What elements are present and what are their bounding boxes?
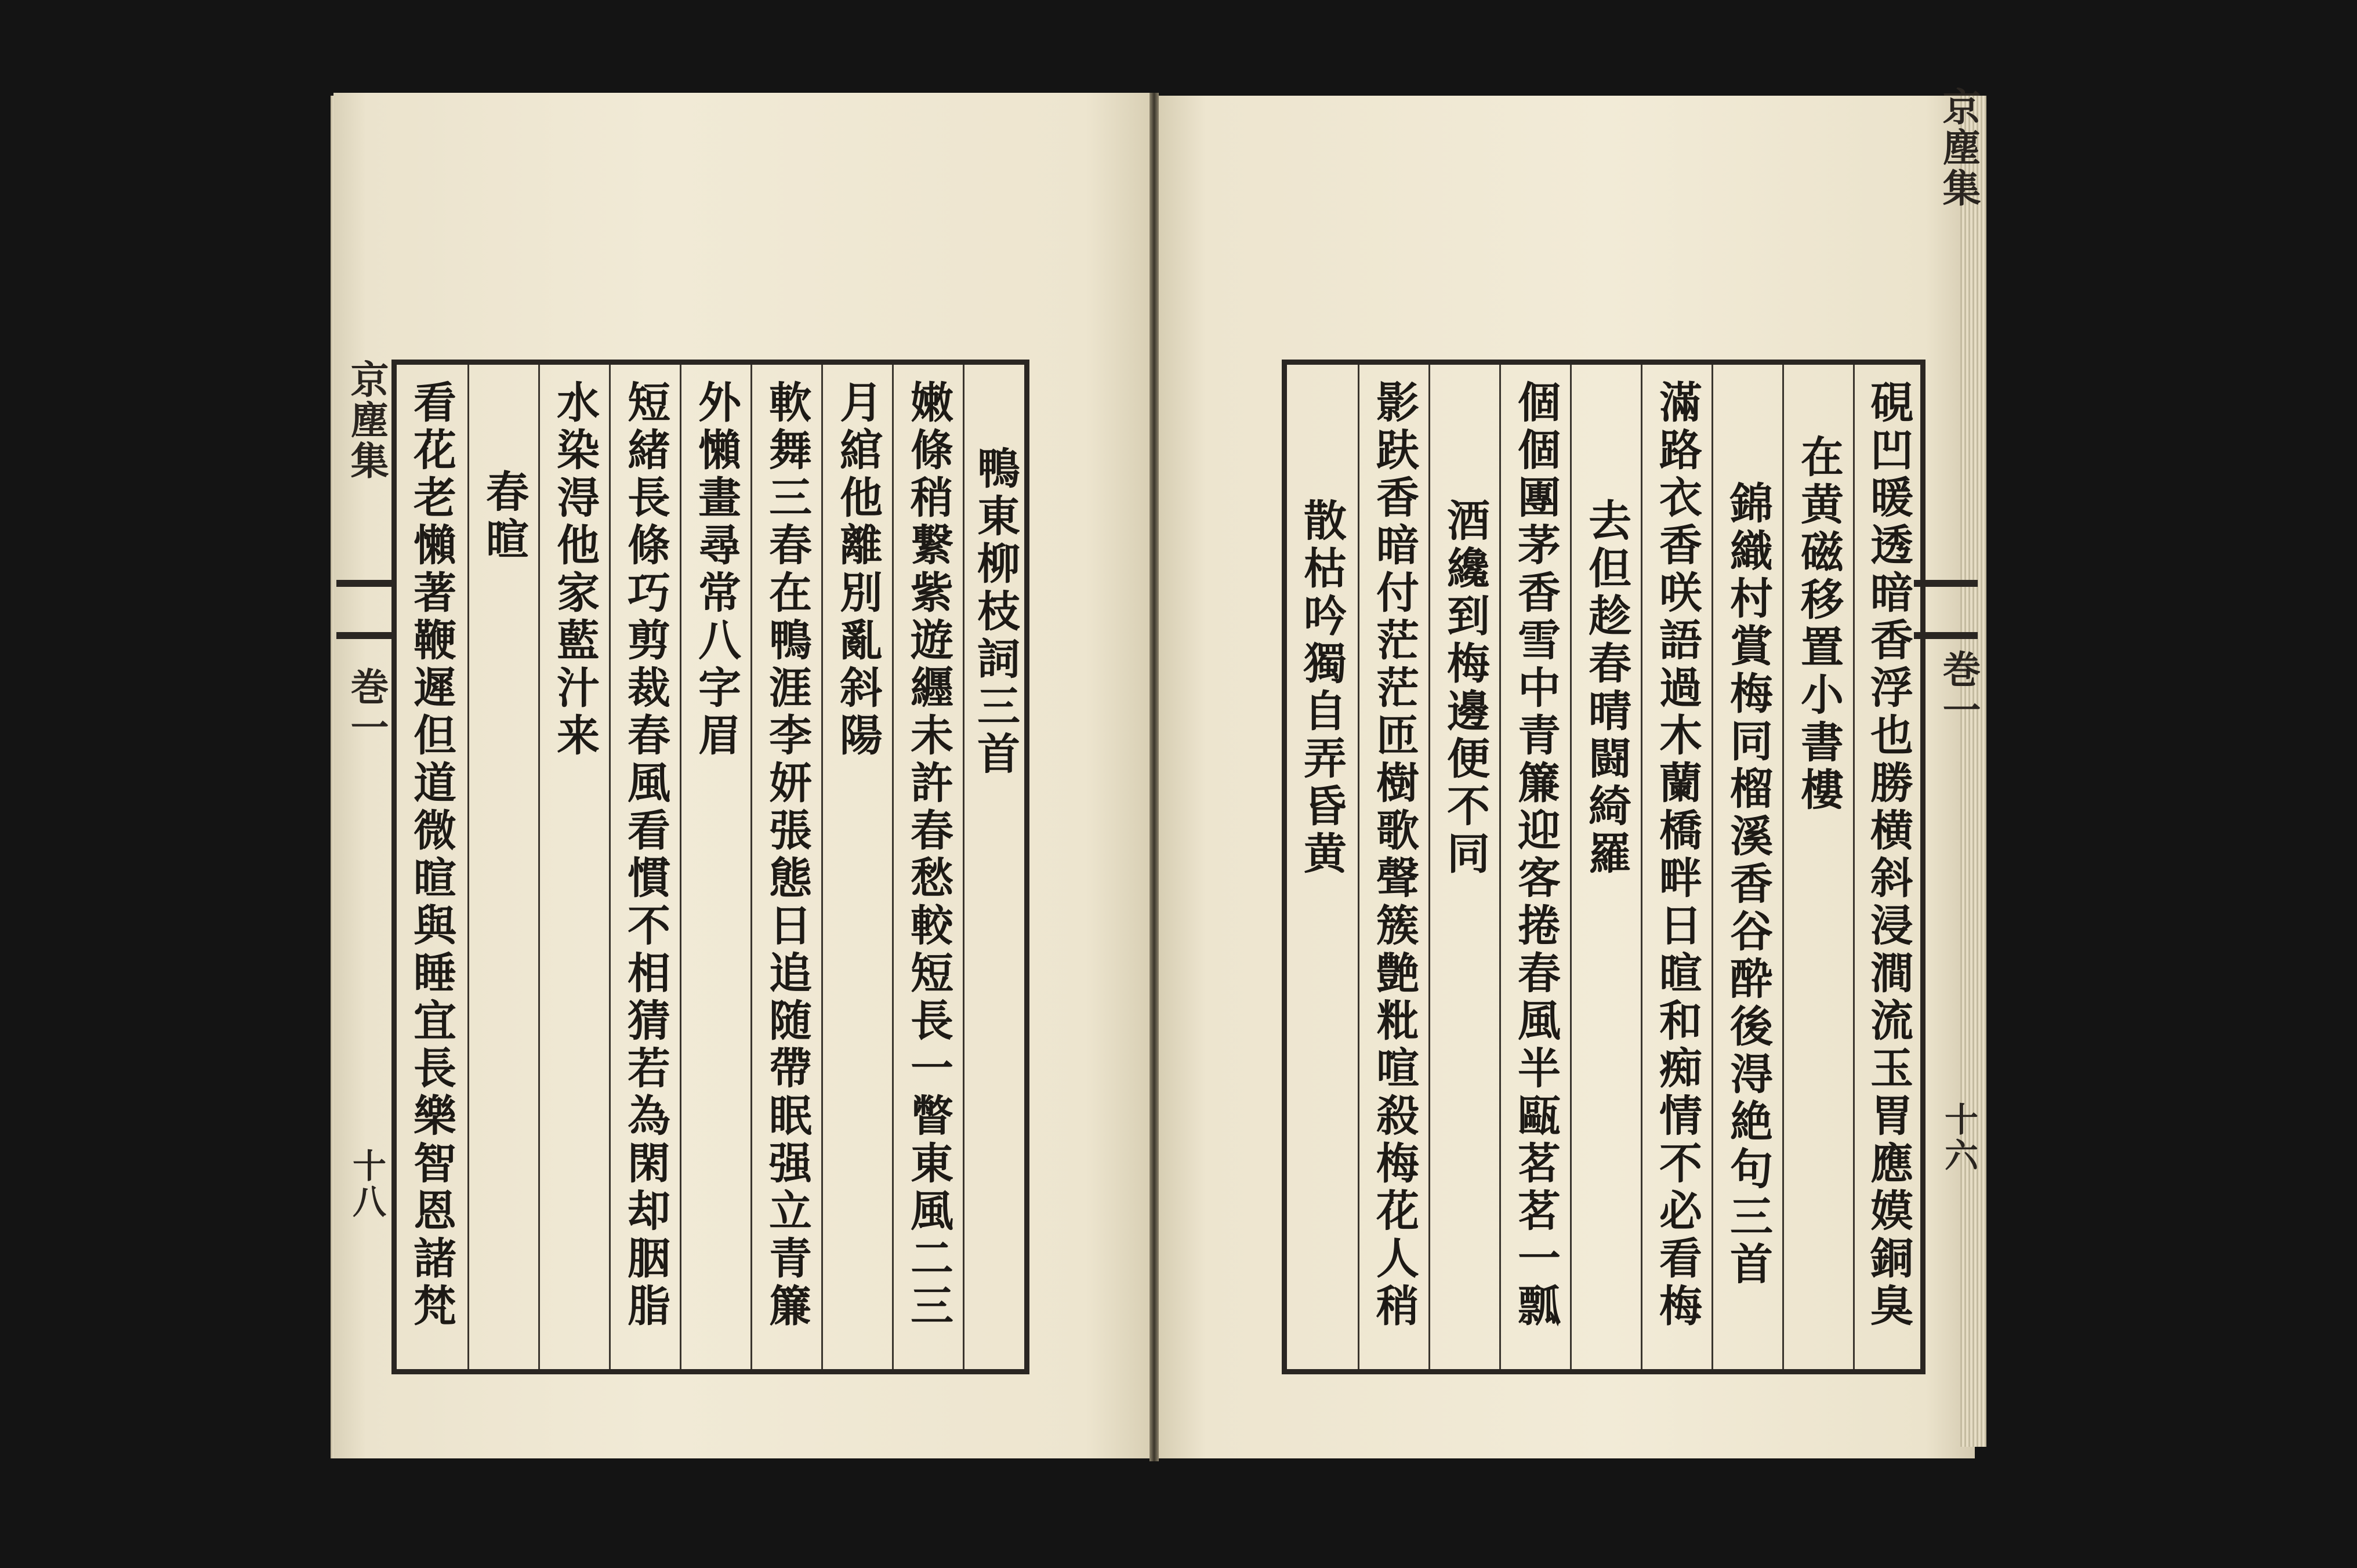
column-text: 外懶畫尋常八字眉: [691, 380, 741, 760]
text-column: [1428, 365, 1500, 1369]
text-column: [1358, 365, 1429, 1369]
left-fishtail-mark: [336, 580, 394, 587]
column-text: 水染淂他家藍汁来: [550, 380, 600, 760]
text-column: [821, 365, 893, 1369]
text-column: [1853, 365, 1922, 1369]
text-column: [1570, 365, 1641, 1369]
text-column: [680, 365, 751, 1369]
column-text: 在黄磁移置小書樓: [1794, 434, 1844, 815]
column-text: 散枯吟獨自弄昏黄: [1297, 498, 1347, 879]
column-text: 短緒長條巧剪裁春風看慣不相猜若為閑却胭脂: [621, 380, 670, 1331]
text-column: [609, 365, 680, 1369]
right-margin-folio: 十六: [1939, 1102, 1978, 1174]
text-column: [538, 365, 610, 1369]
text-column: [397, 365, 466, 1369]
left-fishtail-mark-lower: [336, 632, 394, 639]
right-text-frame: [1282, 360, 1926, 1374]
column-text: 滿路衣香咲語過木蘭橋畔日暄和痴情不必看梅: [1652, 380, 1702, 1331]
left-text-frame: [391, 360, 1029, 1374]
text-column: [1287, 365, 1357, 1369]
column-text: 錦織村賞梅同榴溪香谷酔後淂絶句三首: [1723, 481, 1773, 1289]
text-column: [1782, 365, 1854, 1369]
text-column: [963, 365, 1026, 1369]
text-column: [750, 365, 822, 1369]
text-column: [1641, 365, 1712, 1369]
text-column: [1499, 365, 1571, 1369]
left-margin-folio: 十八: [347, 1148, 386, 1220]
book-gutter: [1150, 93, 1159, 1461]
left-margin-volume: 巻一: [344, 667, 389, 748]
column-text: 酒纔到梅邊便不同: [1440, 498, 1490, 879]
column-text: 影趺香暗付茫茫匝樹歌聲簇艶粃喧殺梅花人稍: [1369, 380, 1419, 1331]
column-text: 嫩條稍繋紫遊纒未許春愁較短長一瞥東風二三: [904, 380, 953, 1331]
column-text: 個個團茅香雪中青簾迎客捲春風半甌茗茗一瓢: [1511, 380, 1561, 1331]
right-margin-title: 京塵集: [1936, 87, 1981, 209]
column-text: 看花老懶著鞭遲但道微暄與睡宜長樂智恩諸梵: [407, 380, 456, 1331]
column-text: 軟舞三春在鴨涯李妍張態日追随帶眠强立青簾: [762, 380, 812, 1331]
left-margin-title: 京塵集: [344, 360, 389, 481]
column-text: 鴨東柳枝詞三首: [970, 446, 1020, 779]
column-text: 硯凹暖透暗香浮也勝横斜浸澗流玉胃應嫫銅臭: [1863, 380, 1913, 1331]
column-text: 去但趁春晴闘綺羅: [1582, 498, 1631, 879]
text-column: [1711, 365, 1783, 1369]
text-column: [892, 365, 963, 1369]
text-column: [467, 365, 539, 1369]
page-edges-right: [1960, 96, 1986, 1447]
column-text: 月綰他離別亂斜陽: [833, 380, 883, 760]
column-text: 春暄: [479, 469, 529, 564]
right-margin-volume: 巻一: [1936, 649, 1981, 731]
